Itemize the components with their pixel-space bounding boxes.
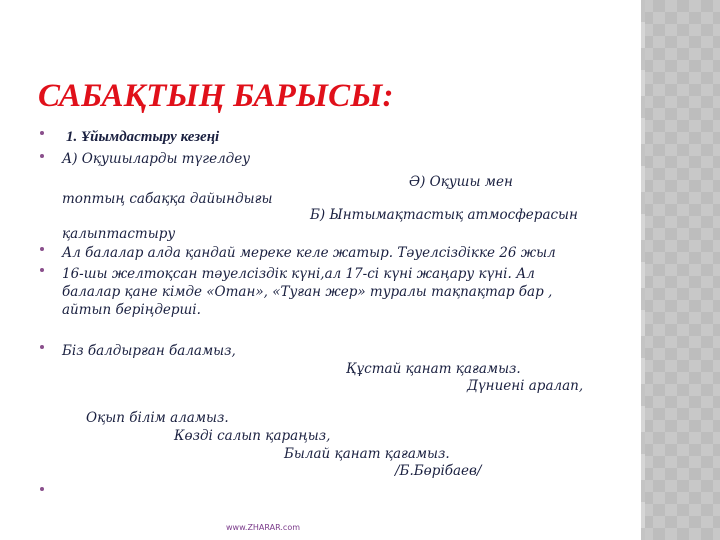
item-b: Б) Ынтымақтастық атмосферасын <box>310 207 578 223</box>
side-panel-edge <box>641 0 645 540</box>
item-b-cont: қалыптастыру <box>62 226 176 242</box>
bullet-icon <box>40 247 44 251</box>
poem-line-2: Құстай қанат қағамыз. <box>346 361 521 377</box>
slide-title: САБАҚТЫҢ БАРЫСЫ: <box>38 78 394 114</box>
bullet-icon <box>40 131 44 135</box>
bullet-icon <box>40 345 44 349</box>
poem-line-4: Оқып білім аламыз. <box>86 410 229 426</box>
poem-line-5: Көзді салып қараңыз, <box>174 428 331 444</box>
stage-heading: 1. Ұйымдастыру кезеңі <box>66 129 220 145</box>
poems-line: балалар қане кімде «Отан», «Туған жер» туралы тақпақтар бар , <box>62 284 553 300</box>
poem-line-1: Біз балдырған баламыз, <box>62 343 236 359</box>
question-line: Ал балалар алда қандай мереке келе жатыр. Тәуелсіздікке 26 жыл <box>62 245 556 261</box>
poem-line-3: Дүниені аралап, <box>467 378 584 394</box>
bullet-icon <box>40 154 44 158</box>
footer-watermark: www.ZHARAR.com <box>226 523 301 532</box>
dec16-line: 16-шы желтоқсан тәуелсіздік күні,ал 17-сі күні жаңару күні. Ал <box>62 266 535 282</box>
item-ae-cont: топтың сабаққа дайындығы <box>62 191 273 207</box>
decorative-side-panel <box>641 0 720 540</box>
bullet-icon <box>40 268 44 272</box>
item-a: А) Оқушыларды түгелдеу <box>62 151 251 167</box>
tell-line: айтып беріңдерші. <box>62 302 201 318</box>
bullet-icon <box>40 487 44 491</box>
poem-line-6: Былай қанат қағамыз. <box>284 446 450 462</box>
poem-author: /Б.Бөрібаев/ <box>395 463 482 479</box>
item-ae: Ә) Оқушы мен <box>409 174 513 190</box>
